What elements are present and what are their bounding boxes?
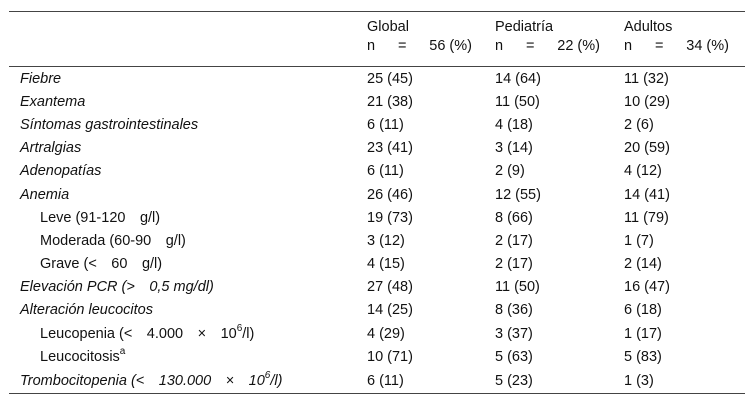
- header-global: Global: [356, 12, 484, 39]
- header-empty-cell: [9, 38, 356, 67]
- table-row: [9, 322, 745, 345]
- header-n-pediatria: n = 22 (%): [484, 38, 613, 67]
- row-value-pediatria: 2 (17): [495, 232, 533, 249]
- header-pediatria: Pediatría: [484, 12, 613, 39]
- row-value-global: 3 (12): [367, 232, 405, 249]
- table-container: [9, 11, 745, 394]
- row-value-pediatria: 5 (23): [484, 368, 613, 394]
- row-value-adultos: 11 (79): [624, 209, 669, 226]
- row-label-superscript: 6: [236, 322, 243, 334]
- row-value-adultos: 1 (3): [613, 368, 745, 394]
- row-label-text: Adenopatías: [20, 163, 102, 180]
- header-empty-cell: [9, 12, 356, 39]
- table-row: [9, 90, 745, 113]
- table-row: [9, 368, 745, 394]
- row-label: [9, 113, 356, 136]
- table-row: [9, 206, 745, 229]
- row-label-text: Trombocitopenia (< 130.000 × 10: [20, 372, 265, 389]
- row-value-pediatria: 8 (66): [495, 209, 533, 226]
- row-label: [9, 67, 356, 91]
- row-value-adultos: 1 (7): [624, 232, 654, 249]
- table-row: [9, 253, 745, 276]
- table-row: [9, 113, 745, 136]
- row-value-global: 26 (46): [367, 186, 413, 203]
- table-row: [9, 229, 745, 252]
- row-value-adultos: 16 (47): [624, 279, 670, 296]
- row-value-adultos: 10 (29): [624, 93, 670, 110]
- row-label-text: Leve (91-120 g/l): [40, 209, 161, 226]
- row-label-text: Grave (< 60 g/l): [40, 256, 163, 273]
- row-value-pediatria: 11 (50): [495, 93, 540, 110]
- table-row: [9, 299, 745, 322]
- row-value-global: 4 (29): [367, 325, 405, 342]
- row-label: [9, 276, 356, 299]
- row-label: [9, 90, 356, 113]
- row-value-adultos: 2 (6): [624, 116, 654, 133]
- row-value-adultos: 2 (14): [624, 256, 662, 273]
- row-label-text: Artralgias: [20, 140, 82, 157]
- row-label: [9, 368, 356, 394]
- row-value-adultos: 14 (41): [624, 186, 670, 203]
- row-value-adultos: 11 (32): [624, 70, 669, 87]
- row-label-text: Exantema: [20, 93, 86, 110]
- row-value-adultos: 4 (12): [624, 163, 662, 180]
- row-value-adultos: 20 (59): [624, 140, 670, 157]
- table-body: [9, 67, 745, 394]
- header-n-adultos: n = 34 (%): [613, 38, 745, 67]
- row-value-adultos: 1 (17): [624, 325, 662, 342]
- row-label-text: Moderada (60-90 g/l): [40, 232, 186, 249]
- row-value-global: 21 (38): [367, 93, 413, 110]
- row-value-pediatria: 8 (36): [495, 302, 533, 319]
- table-row: [9, 160, 745, 183]
- table-header: [9, 12, 745, 67]
- row-label: [9, 160, 356, 183]
- row-label-text: Fiebre: [20, 70, 62, 87]
- row-label-text: Leucopenia (< 4.000 × 10: [40, 325, 237, 342]
- row-value-global: 6 (11): [367, 163, 404, 180]
- row-label-tail: /l): [242, 325, 255, 342]
- table-row: [9, 183, 745, 206]
- row-value-global: 25 (45): [367, 70, 413, 87]
- row-value-pediatria: 3 (14): [495, 140, 533, 157]
- row-label-tail: /l): [270, 372, 283, 389]
- row-label-superscript: 6: [264, 370, 271, 382]
- table-row: [9, 276, 745, 299]
- row-value-global: 4 (15): [367, 256, 405, 273]
- row-label: [9, 322, 356, 345]
- row-value-global: 27 (48): [367, 279, 413, 296]
- table-row: [9, 345, 745, 368]
- row-label: [9, 137, 356, 160]
- row-value-global: 19 (73): [367, 209, 413, 226]
- row-label: [9, 299, 356, 322]
- row-value-pediatria: 14 (64): [495, 70, 541, 87]
- header-n-global: n = 56 (%): [356, 38, 484, 67]
- row-label: [9, 345, 356, 368]
- table-row: [9, 67, 745, 91]
- header-adultos: Adultos: [613, 12, 745, 39]
- row-label-text: Leucocitosis: [40, 348, 120, 365]
- row-label: [9, 206, 356, 229]
- row-label-text: Anemia: [20, 186, 70, 203]
- row-label-text: Elevación PCR (> 0,5 mg/dl): [20, 279, 214, 296]
- row-label-text: Síntomas gastrointestinales: [20, 116, 199, 133]
- row-value-global: 6 (11): [356, 368, 484, 394]
- row-value-pediatria: 2 (9): [495, 163, 525, 180]
- row-label: [9, 253, 356, 276]
- row-value-pediatria: 2 (17): [495, 256, 533, 273]
- row-value-global: 10 (71): [367, 348, 413, 365]
- row-label-text: Alteración leucocitos: [20, 302, 153, 319]
- row-value-adultos: 6 (18): [624, 302, 662, 319]
- row-value-pediatria: 5 (63): [495, 348, 533, 365]
- row-value-global: 23 (41): [367, 140, 413, 157]
- row-label: [9, 183, 356, 206]
- row-value-pediatria: 11 (50): [495, 279, 540, 296]
- row-value-global: 6 (11): [367, 116, 404, 133]
- clinical-features-table: [9, 11, 745, 394]
- row-value-adultos: 5 (83): [624, 348, 662, 365]
- row-value-pediatria: 12 (55): [495, 186, 541, 203]
- table-row: [9, 137, 745, 160]
- row-value-global: 14 (25): [367, 302, 413, 319]
- row-value-pediatria: 3 (37): [495, 325, 533, 342]
- row-value-pediatria: 4 (18): [495, 116, 533, 133]
- row-label-superscript: a: [119, 346, 126, 358]
- row-label: [9, 229, 356, 252]
